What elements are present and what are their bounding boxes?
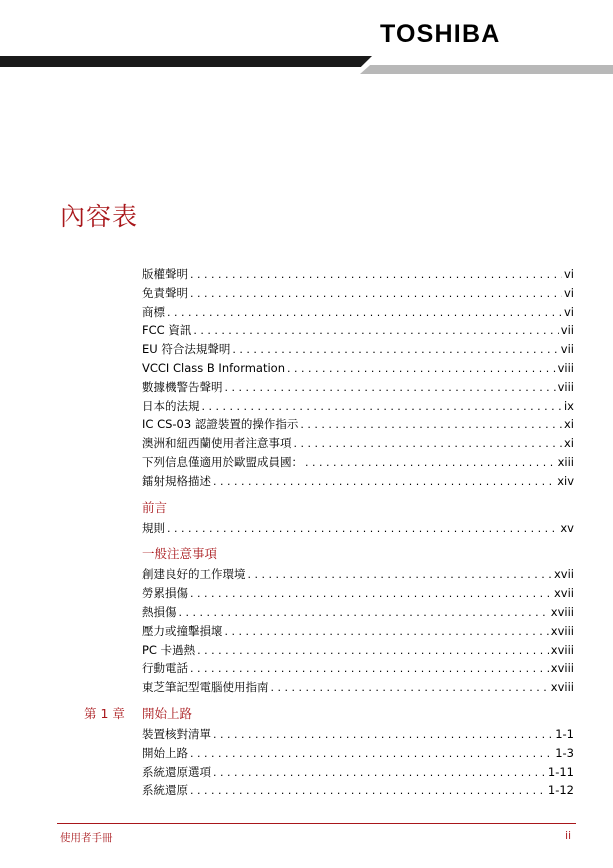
toc-leader-dots [232, 341, 558, 360]
toc-entry-page: viii [557, 379, 574, 394]
toc-entry-page: xviii [550, 623, 574, 638]
toc-entry-label: 熱損傷 [142, 604, 177, 619]
toc-entry-label: 免責聲明 [142, 285, 188, 300]
toc-entry-page: xv [560, 520, 574, 535]
toc-entry-label: VCCI Class B Information [142, 360, 285, 375]
preface-heading[interactable]: 前言 [142, 499, 168, 515]
toc-entry-page: xviii [550, 604, 574, 619]
toc-leader-dots [190, 266, 562, 285]
toc-entry[interactable] [142, 284, 574, 303]
toc-entry[interactable] [142, 303, 574, 322]
header-bar-gray [360, 65, 613, 74]
chapter1-title: 開始上路 [142, 705, 193, 721]
toc-entry[interactable] [142, 265, 574, 284]
toc-leader-dots [225, 623, 549, 642]
toc-leader-dots [225, 379, 556, 398]
toc-entry[interactable] [142, 781, 574, 800]
toc-entry[interactable] [142, 321, 574, 340]
toc-entry-page: xi [563, 436, 574, 451]
toc-entry-page: 1-11 [547, 764, 574, 779]
toc-entry[interactable] [142, 378, 574, 397]
toc-entry[interactable] [142, 415, 574, 434]
toc-leader-dots [248, 566, 552, 585]
toc-entry-page: xviii [550, 661, 574, 676]
table-of-contents [84, 265, 574, 800]
toc-leader-dots [179, 604, 549, 623]
toc-entry[interactable] [142, 434, 574, 453]
toc-entry-page: xvii [553, 586, 574, 601]
toc-entry[interactable] [142, 622, 574, 641]
toc-leader-dots [167, 520, 558, 539]
toc-front-section [142, 265, 574, 491]
toc-leader-dots [213, 473, 555, 492]
toc-leader-dots [300, 416, 562, 435]
toc-entry-page: xvii [553, 567, 574, 582]
header-bar-dark [0, 56, 372, 67]
toc-leader-dots [193, 322, 558, 341]
toc-entry-label: PC 卡過熱 [142, 642, 196, 657]
toc-entry-label: 下列信息僅適用於歐盟成員國： [142, 454, 303, 469]
toc-entry-label: 勞累損傷 [142, 586, 188, 601]
toc-entry[interactable] [142, 565, 574, 584]
toc-leader-dots [190, 745, 553, 764]
toc-entry[interactable] [142, 584, 574, 603]
toc-entry-label: 壓力或撞擊損壞 [142, 623, 223, 638]
toc-entry-label: 數據機警告聲明 [142, 379, 223, 394]
toc-entry-label: 開始上路 [142, 745, 188, 760]
toc-entry-page: xiii [557, 454, 574, 469]
toc-entry-label: 系統還原選項 [142, 764, 211, 779]
toc-entry-label: FCC 資訊 [142, 323, 192, 338]
toc-entry-label: 行動電話 [142, 661, 188, 676]
toc-entry-page: 1-3 [555, 745, 574, 760]
toc-entry-page: vi [563, 267, 574, 281]
toc-entry[interactable] [142, 603, 574, 622]
toc-leader-dots [197, 642, 549, 661]
toc-entry-page: xviii [550, 680, 574, 695]
toc-entry[interactable] [142, 641, 574, 660]
toc-entry[interactable] [142, 340, 574, 359]
page-title: 內容表 [60, 202, 139, 231]
toc-preface-section [142, 519, 574, 538]
toc-precautions-section [142, 565, 574, 697]
toc-leader-dots [305, 454, 556, 473]
toc-entry[interactable] [142, 659, 574, 678]
footer-page-number: ii [565, 830, 571, 842]
toc-leader-dots [190, 782, 546, 801]
toc-entry-label: 東芝筆記型電腦使用指南 [142, 680, 269, 695]
toc-entry[interactable] [142, 397, 574, 416]
toc-entry-page: xviii [550, 642, 574, 657]
toc-entry[interactable] [142, 472, 574, 491]
toc-entry[interactable] [142, 519, 574, 538]
toc-entry-label: 系統還原 [142, 783, 188, 798]
toc-entry-page: vii [560, 323, 574, 338]
toc-entry[interactable] [142, 763, 574, 782]
toc-entry-page: vii [560, 342, 574, 357]
toc-leader-dots [287, 360, 556, 379]
toc-leader-dots [213, 726, 553, 745]
footer-divider [57, 823, 576, 824]
toc-entry-page: 1-1 [555, 726, 574, 741]
toc-entry-page: ix [563, 398, 574, 413]
toc-entry-label: 裝置核對清單 [142, 726, 211, 741]
toc-leader-dots [190, 585, 552, 604]
toc-entry-label: 版權聲明 [142, 267, 188, 281]
chapter1-heading[interactable] [84, 703, 574, 725]
toc-leader-dots [202, 398, 562, 417]
toc-entry-page: vi [563, 285, 574, 300]
toc-leader-dots [190, 660, 549, 679]
toc-leader-dots [294, 435, 562, 454]
toc-entry-label: 日本的法規 [142, 398, 200, 413]
toc-entry-label: 澳洲和紐西蘭使用者注意事項 [142, 436, 292, 451]
toc-entry[interactable] [142, 359, 574, 378]
chapter1-number: 第 1 章 [84, 705, 125, 721]
toc-entry-page: xi [563, 417, 574, 432]
toc-leader-dots [271, 679, 549, 698]
toc-chapter1-section [142, 725, 574, 800]
toc-entry-page: 1-12 [547, 783, 574, 798]
toc-entry[interactable] [142, 744, 574, 763]
footer-manual-title: 使用者手冊 [60, 832, 113, 844]
toc-leader-dots [213, 764, 546, 783]
toshiba-logo: TOSHIBA [380, 20, 501, 48]
toc-entry-label: 鐳射規格描述 [142, 473, 211, 488]
toc-entry[interactable] [142, 678, 574, 697]
toc-entry[interactable] [142, 725, 574, 744]
toc-leader-dots [190, 285, 562, 304]
toc-entry-label: 商標 [142, 304, 165, 319]
toc-entry-page: xiv [557, 473, 574, 488]
toc-entry-label: IC CS-03 認證裝置的操作指示 [142, 417, 299, 432]
toc-entry-label: EU 符合法規聲明 [142, 342, 231, 357]
precautions-heading[interactable]: 一般注意事項 [142, 546, 218, 562]
toc-entry-page: vi [563, 304, 574, 319]
toc-entry-page: viii [557, 360, 574, 375]
toc-entry-label: 規則 [142, 520, 165, 535]
toc-leader-dots [167, 304, 562, 323]
toc-entry-label: 創建良好的工作環境 [142, 567, 246, 582]
toc-entry[interactable] [142, 453, 574, 472]
